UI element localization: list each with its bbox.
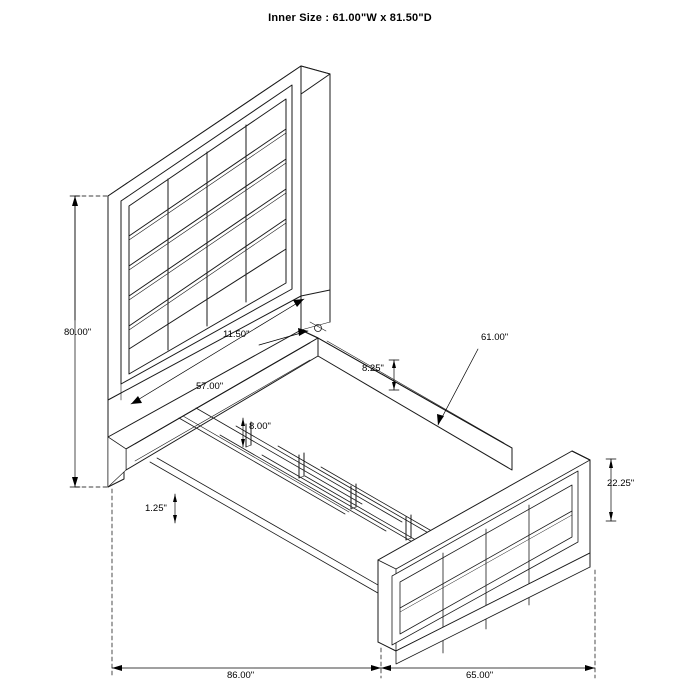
dim-label-headboard-width: 57.00" [196,381,224,392]
dim-label-mattress-support-width: 61.00" [481,332,509,343]
dim-label-slat-height: 8.00" [249,421,271,432]
dim-label-headboard-height: 80.00" [64,327,92,338]
dim-label-overall-width: 65.00" [466,670,494,681]
dim-label-rail-clearance: 1.25" [145,503,167,514]
footboard-group [378,451,590,664]
dim-label-footboard-height: 22.25" [607,478,635,489]
dim-label-side-rail-height: 8.25" [362,363,384,374]
dim-label-headboard-thickness: 11.50" [223,329,250,340]
page-title: Inner Size : 61.00"W x 81.50"D [268,12,432,24]
dim-label-overall-depth: 86.00" [227,670,255,681]
